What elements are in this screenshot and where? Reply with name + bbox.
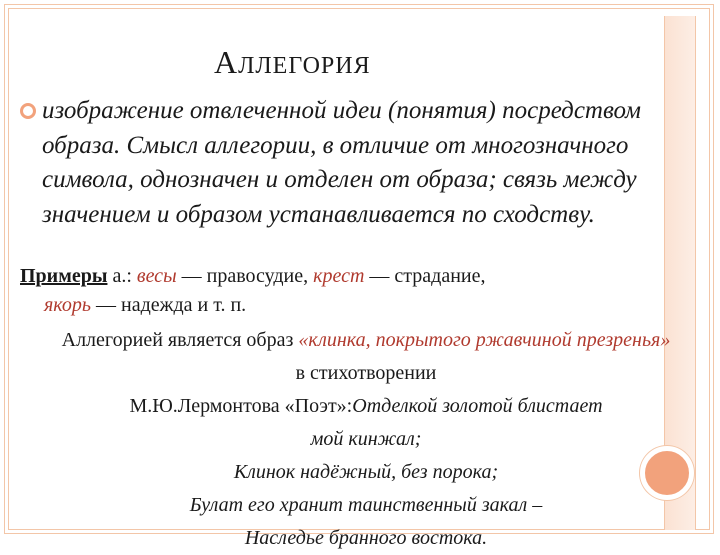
examples-line-1 [20,262,670,291]
definition-bullet [20,94,670,232]
poem-source-line [20,390,712,423]
poem-line: Булат его хранит таинственный закал – [189,494,543,516]
example-word: крест [313,265,365,287]
slide-title [214,44,371,81]
title-rest: ЛЛЕГОРИЯ [238,53,371,79]
poem-block [20,324,712,555]
example-word: якорь [44,294,91,316]
poem-quote: «клинка, покрытого ржавчиной презренья» [298,329,671,351]
example-word: весы [136,265,177,287]
examples-block [20,262,670,320]
example-meaning: — правосудие, [176,265,314,287]
poem-intro-prefix: Аллегорией является образ [61,329,299,351]
poem-first-line: Отделкой золотой блистает [352,395,603,417]
title-initial: А [214,44,239,80]
poem-line: мой кинжал; [310,428,422,450]
examples-lead: Примеры [20,265,108,287]
example-meaning: — надежда и т. п. [91,294,247,316]
poem-line: Наследье бранного востока. [244,527,488,549]
bullet-circle-icon [20,103,36,119]
poem-line: Клинок надёжный, без порока; [233,461,499,483]
poem-intro-suffix: в стихотворении [295,362,437,384]
poem-source: М.Ю.Лермонтова «Поэт»: [129,395,353,417]
example-meaning: — страдание, [364,265,486,287]
poem-intro [20,324,712,390]
definition-text: изображение отвлеченной идеи (понятия) посредством образа. Смысл аллегории, в отличие от многозначного символа, однозначен и отделен от образа; связь между значением и образом устанавливается по сходству. [42,97,641,228]
examples-lead-suffix: а.: [107,265,137,287]
examples-line-2 [20,291,670,320]
